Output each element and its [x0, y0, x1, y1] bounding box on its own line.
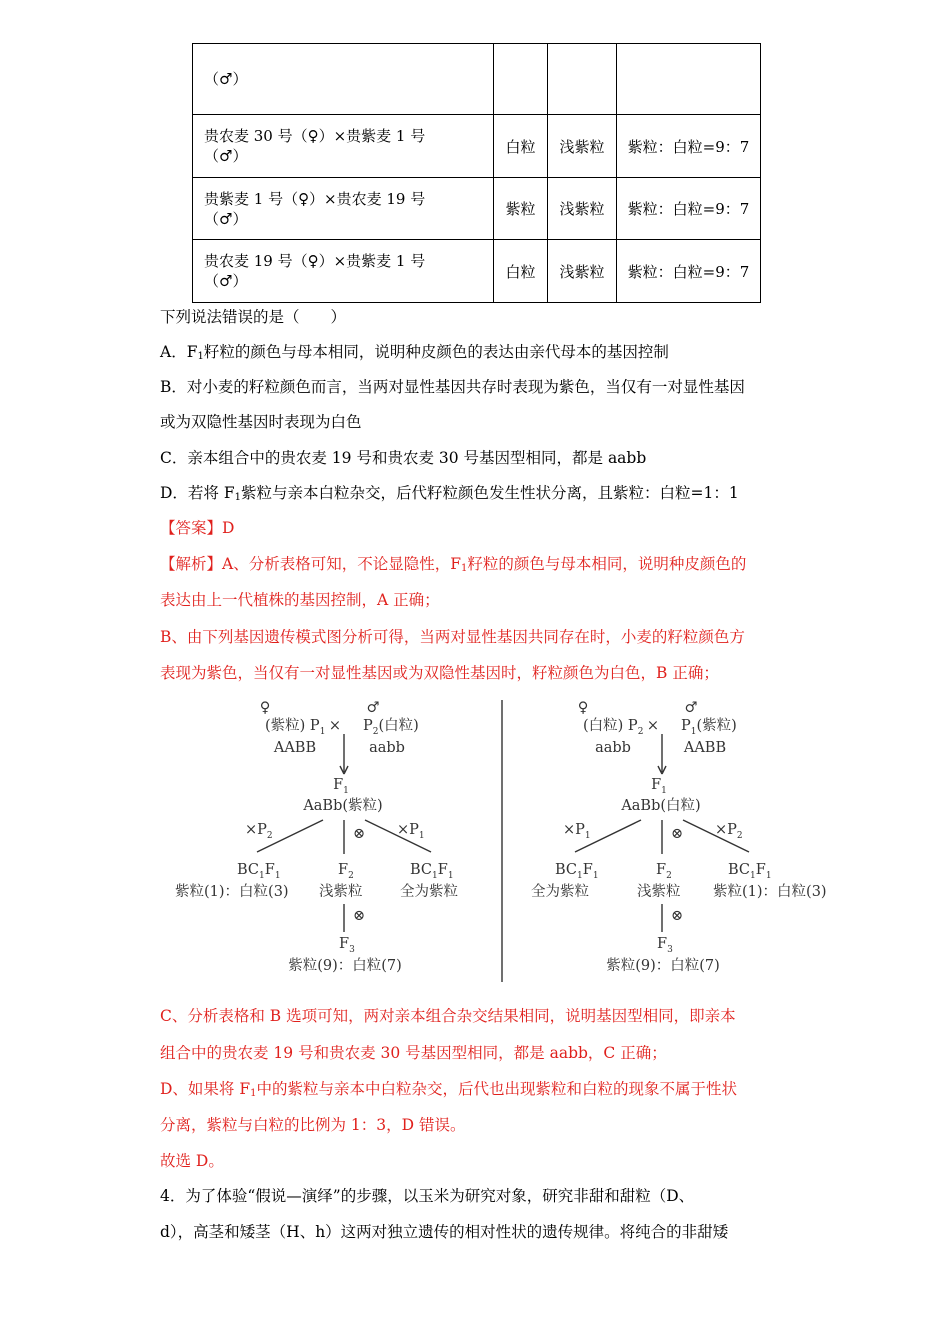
f3-label: $F_3$	[339, 936, 355, 955]
male-symbol: ♂	[684, 700, 698, 716]
f2-label: $F_2$	[656, 862, 672, 881]
result-right: 全为紫粒	[400, 884, 458, 900]
backcross-left: $\times P_2$	[245, 822, 273, 841]
analysis-d: D、如果将 $F_1$中的紫粒与亲本中白粒杂交，后代也出现紫粒和白粒的现象不属于性状	[160, 1080, 737, 1099]
table-cell-f2: 紫粒：白粒=9：7	[617, 115, 761, 178]
f1-label: $F_1$	[651, 777, 667, 796]
f2-label: $F_2$	[338, 862, 354, 881]
table-cell-cross: 贵紫麦 1 号（♀）×贵农麦 19 号 （♂）	[193, 178, 494, 240]
analysis-a-cont: 表达由上一代植株的基因控制，A 正确；	[160, 591, 440, 609]
table-cell-f2: 紫粒：白粒=9：7	[617, 240, 761, 303]
parent-left: (白粒) $P_2$	[583, 718, 644, 737]
question-stem: 下列说法错误的是（ ）	[160, 308, 347, 326]
parent-right: $P_2$(白粒)	[363, 718, 419, 737]
table-cell-f1: 浅紫粒	[548, 240, 617, 303]
table-cell-seed: 紫粒	[494, 178, 548, 240]
self-cross-symbol: ⊗	[353, 826, 366, 842]
result-right: 紫粒(1)：白粒(3)	[713, 884, 827, 900]
bc1f1-left: $BC_1F_1$	[237, 862, 281, 881]
question-4-line-2: d），高茎和矮茎（H、h）这两对独立遗传的相对性状的遗传规律。将纯合的非甜矮	[160, 1223, 729, 1241]
parent-right: $P_1$(紫粒)	[681, 718, 737, 737]
analysis-c-cont: 组合中的贵农麦 19 号和贵农麦 30 号基因型相同，都是 aabb，C 正确；	[160, 1044, 667, 1062]
result-mid: 浅紫粒	[637, 884, 681, 900]
table-row	[193, 44, 761, 115]
f3-ratio: 紫粒(9)：白粒(7)	[288, 958, 402, 974]
table-cell-f2	[617, 44, 761, 115]
genotype-right: aabb	[369, 740, 405, 756]
table-cell-f1	[548, 44, 617, 115]
analysis-c: C、分析表格和 B 选项可知，两对亲本组合杂交结果相同，说明基因型相同，即亲本	[160, 1007, 736, 1025]
analysis-b-cont: 表现为紫色，当仅有一对显性基因或为双隐性基因时，籽粒颜色为白色，B 正确；	[160, 664, 719, 682]
table-cell-seed: 白粒	[494, 240, 548, 303]
analysis-b: B、由下列基因遗传模式图分析可得，当两对显性基因共同存在时，小麦的籽粒颜色方	[160, 628, 745, 646]
conclusion: 故选 D。	[160, 1152, 224, 1170]
table-cell-f1: 浅紫粒	[548, 178, 617, 240]
inheritance-diagram	[165, 692, 855, 982]
option-b: B．对小麦的籽粒颜色而言，当两对显性基因共存时表现为紫色，当仅有一对显性基因	[160, 378, 745, 396]
female-symbol: ♀	[259, 700, 271, 716]
cross-symbol: ×	[646, 718, 660, 734]
table-row	[193, 115, 761, 178]
genotype-left: AABB	[273, 740, 317, 756]
f1-genotype: AaBb(白粒)	[621, 798, 701, 814]
table-cell-seed	[494, 44, 548, 115]
result-left: 紫粒(1)：白粒(3)	[175, 884, 289, 900]
f1-label: $F_1$	[333, 777, 349, 796]
table-cell-f1: 浅紫粒	[548, 115, 617, 178]
diagram-left	[175, 700, 458, 974]
option-d: D．若将 $F_1$紫粒与亲本白粒杂交，后代籽粒颜色发生性状分离，且紫粒：白粒=1：1	[160, 484, 739, 503]
male-symbol: ♂	[366, 700, 380, 716]
answer-line: 【答案】D	[160, 519, 235, 537]
question-4-line-1: 4．为了体验“假说—演绎”的步骤，以玉米为研究对象，研究非甜和甜粒（D、	[160, 1187, 695, 1205]
table-cell-f2: 紫粒：白粒=9：7	[617, 178, 761, 240]
self-cross-symbol-2: ⊗	[671, 908, 684, 924]
bc1f1-right: $BC_1F_1$	[410, 862, 454, 881]
bc1f1-right: $BC_1F_1$	[728, 862, 772, 881]
table-row	[193, 178, 761, 240]
bc1f1-left: $BC_1F_1$	[555, 862, 599, 881]
analysis-d-cont: 分离，紫粒与白粒的比例为 1：3，D 错误。	[160, 1116, 466, 1134]
diagram-right	[531, 700, 827, 974]
parent-left: (紫粒) $P_1$	[265, 718, 326, 737]
table-cell-cross: 贵农麦 30 号（♀）×贵紫麦 1 号 （♂）	[193, 115, 494, 178]
option-b-cont: 或为双隐性基因时表现为白色	[160, 413, 362, 431]
backcross-right: $\times P_1$	[397, 822, 425, 841]
option-a: A．$F_1$籽粒的颜色与母本相同，说明种皮颜色的表达由亲代母本的基因控制	[160, 343, 669, 362]
backcross-right: $\times P_2$	[715, 822, 743, 841]
result-left: 全为紫粒	[531, 884, 589, 900]
option-c: C．亲本组合中的贵农麦 19 号和贵农麦 30 号基因型相同，都是 aabb	[160, 449, 647, 467]
f3-label: $F_3$	[657, 936, 673, 955]
self-cross-symbol: ⊗	[671, 826, 684, 842]
genotype-right: AABB	[683, 740, 727, 756]
table-cell-seed: 白粒	[494, 115, 548, 178]
table-cell-cross: （♂）	[193, 44, 494, 115]
cross-results-table	[192, 43, 761, 303]
backcross-left: $\times P_1$	[563, 822, 591, 841]
genotype-left: aabb	[595, 740, 631, 756]
f3-ratio: 紫粒(9)：白粒(7)	[606, 958, 720, 974]
cross-symbol: ×	[328, 718, 342, 734]
f1-genotype: AaBb(紫粒)	[303, 798, 383, 814]
result-mid: 浅紫粒	[319, 884, 363, 900]
analysis-a: 【解析】A、分析表格可知，不论显隐性，$F_1$籽粒的颜色与母本相同，说明种皮颜色的	[160, 555, 747, 574]
table-row	[193, 240, 761, 303]
table-cell-cross: 贵农麦 19 号（♀）×贵紫麦 1 号 （♂）	[193, 240, 494, 303]
self-cross-symbol-2: ⊗	[353, 908, 366, 924]
female-symbol: ♀	[577, 700, 589, 716]
